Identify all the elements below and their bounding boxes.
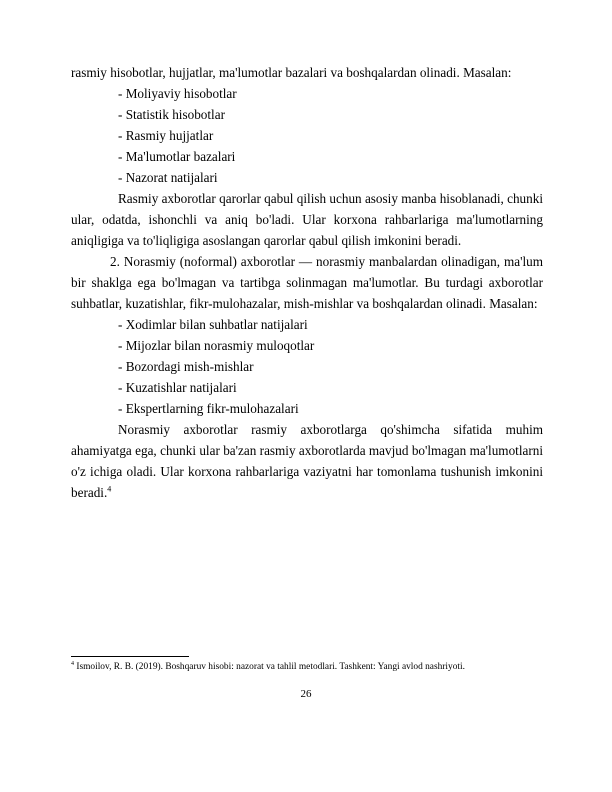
footnote-text: Ismoilov, R. B. (2019). Boshqaruv hisobi: nazorat va tahlil metodlari. Tashkent: Yangi avlod nashriyoti. (76, 662, 465, 673)
footnote-number: 4 (71, 661, 74, 667)
list-item: - Nazorat natijalari (118, 170, 218, 185)
list-item: - Ekspertlarning fikr-mulohazalari (118, 401, 299, 416)
informal-examples-list (71, 314, 543, 419)
footnote (71, 658, 551, 673)
list-item: - Kuzatishlar natijalari (118, 380, 237, 395)
informal-definition-paragraph: 2. Norasmiy (noformal) axborotlar — norasmiy manbalardan olinadigan, ma'lum bir shaklga ega bo'lmagan va tartibga solinmagan ma'lumotlar. Bu turdagi axborotlar suhbatlar, kuzatishlar, fikr-mulohazalar, mish-mishlar va boshqalardan olinadi. Masalan: (71, 254, 543, 311)
page-number: 26 (300, 688, 312, 700)
informal-summary-text: Norasmiy axborotlar rasmiy axborotlarga qo'shimcha sifatida muhim ahamiyatga ega, chunki ular ba'zan rasmiy axborotlarda mavjud bo'lmagan ma'lumotlarni o'z ichiga oladi. Ular korxona rahbarlariga vaziyatni har tomonlama tushunish imkonini beradi. (71, 422, 543, 500)
list-item: - Rasmiy hujjatlar (118, 128, 214, 143)
document-body (71, 62, 543, 503)
list-item: - Xodimlar bilan suhbatlar natijalari (118, 317, 308, 332)
intro-paragraph: rasmiy hisobotlar, hujjatlar, ma'lumotlar bazalari va boshqalardan olinadi. Masalan: (71, 65, 512, 80)
footnote-divider (71, 656, 189, 657)
list-item: - Ma'lumotlar bazalari (118, 149, 236, 164)
list-item: - Statistik hisobotlar (118, 107, 225, 122)
formal-summary-paragraph: Rasmiy axborotlar qarorlar qabul qilish uchun asosiy manba hisoblanadi, chunki ular, odatda, ishonchli va aniq bo'ladi. Ular korxona rahbarlariga ma'lumotlarning aniqligiga va to'liqligiga asoslangan qarorlar qabul qilish imkonini beradi. (71, 191, 543, 248)
list-item: - Bozordagi mish-mishlar (118, 359, 254, 374)
list-item: - Moliyaviy hisobotlar (118, 86, 237, 101)
list-item: - Mijozlar bilan norasmiy muloqotlar (118, 338, 315, 353)
formal-examples-list (71, 83, 543, 188)
footnote-reference[interactable]: 4 (107, 484, 112, 494)
informal-summary-paragraph (71, 419, 543, 503)
